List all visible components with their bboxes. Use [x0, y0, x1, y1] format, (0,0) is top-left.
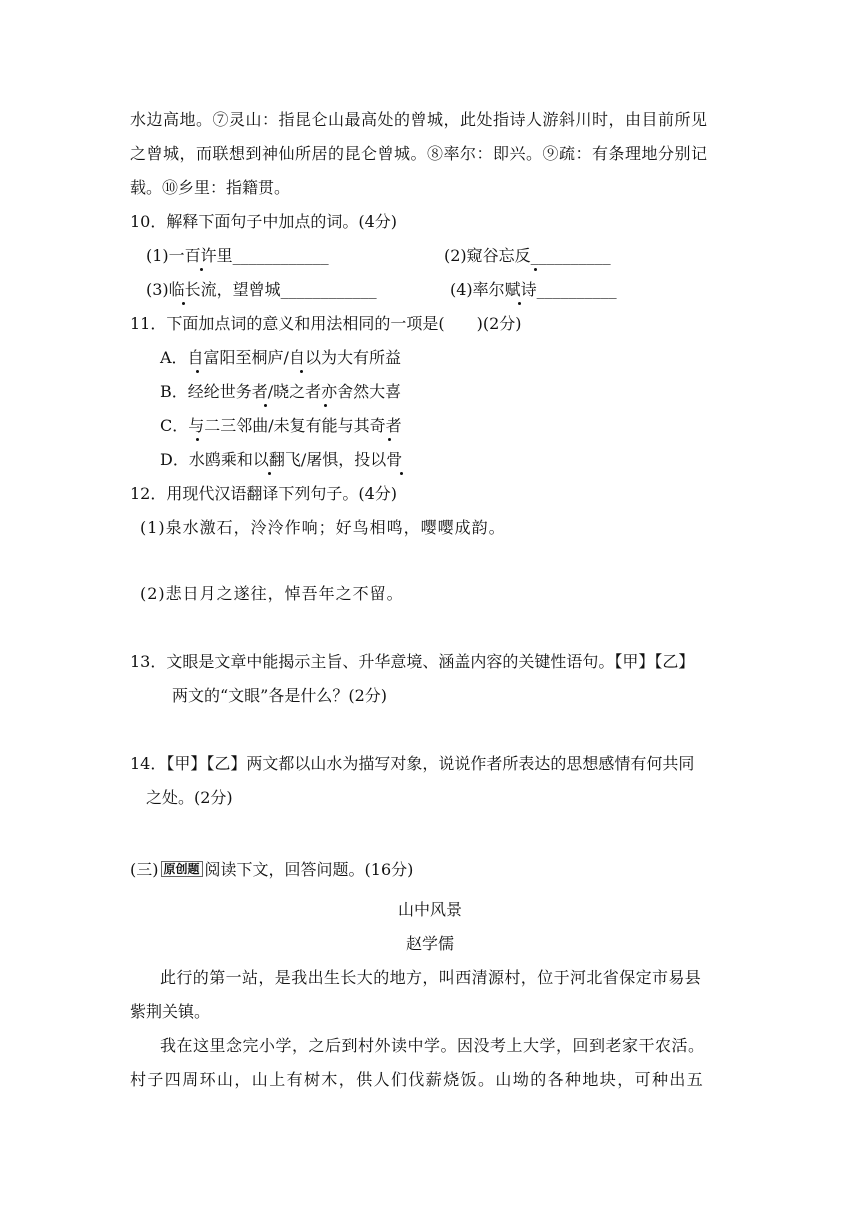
q12-sentence-1: (1)泉水激石，泠泠作响；好鸟相鸣，嘤嘤成韵。: [140, 518, 506, 537]
q12-stem: 12．用现代汉语翻译下列句子。(4分): [130, 484, 398, 503]
q10-stem: 10．解释下面句子中加点的词。(4分): [130, 212, 398, 231]
emphasis-dot: [176, 280, 190, 300]
q11-option-c: [160, 416, 402, 436]
q13-line-1: 13．文眼是文章中能揭示主旨、升华意境、涵盖内容的关键性语句。【甲】【乙】: [130, 652, 695, 671]
q10-item-3-text: (3)临长流，望曾城____________: [146, 280, 377, 299]
q13-line-2: 两文的“文眼”各是什么？(2分): [172, 686, 388, 705]
emphasis-dot: [258, 382, 272, 402]
article-paragraph-1-line-2: 紫荆关镇。: [130, 1002, 211, 1021]
emphasis-dot: [512, 280, 526, 300]
emphasis-dot: [194, 246, 208, 266]
emphasis-dot: [262, 450, 276, 470]
article-paragraph-2: 我在这里念完小学，之后到村外读中学。因没考上大学，回到老家干农活。: [160, 1036, 705, 1055]
q11-option-b-text: B．经纶世务者/晓之者亦舍然大喜: [160, 382, 402, 401]
section-3-heading: [130, 860, 413, 880]
note-line-2: 之曾城，而联想到神仙所居的昆仑曾城。⑧率尔：即兴。⑨疏：有条理地分别记: [130, 144, 708, 163]
emphasis-dot: [294, 348, 308, 368]
article-author: 赵学儒: [405, 934, 454, 953]
note-line-1: 水边高地。⑦灵山：指昆仑山最高处的曾城，此处指诗人游斜川时，由目前所见: [130, 110, 708, 129]
q12-sentence-2: (2)悲日月之遂往，悼吾年之不留。: [140, 584, 404, 603]
q11-option-d-text: D．水鸥乘和以翻飞/屠惧，投以骨: [160, 450, 403, 469]
q10-item-3: [146, 280, 377, 300]
q11-option-d: [160, 450, 402, 470]
article-paragraph-3: 村子四周环山，山上有树木，供人们伐薪烧饭。山坳的各种地块，可种出五: [130, 1070, 705, 1089]
emphasis-dot: [190, 416, 204, 436]
q14-line-2: 之处。(2分): [146, 788, 233, 807]
q10-item-4-text: (4)率尔赋诗__________: [450, 280, 617, 299]
article-title: 山中风景: [397, 900, 462, 919]
q10-item-2: [444, 246, 611, 266]
q10-item-1: [146, 246, 329, 266]
q11-option-b: [160, 382, 401, 402]
q11-option-a: [160, 348, 401, 368]
section-3-text: 阅读下文，回答问题。(16分): [204, 860, 414, 879]
q11-option-a-text: A．自富阳至桐庐/自以为大有所益: [160, 348, 401, 367]
emphasis-dot: [318, 382, 332, 402]
q10-item-4: [450, 280, 617, 300]
q11-stem: 11．下面加点词的意义和用法相同的一项是( )(2分): [130, 314, 522, 333]
emphasis-dot: [190, 348, 204, 368]
emphasis-dot: [394, 450, 408, 470]
q11-option-c-text: C．与二三邻曲/未复有能与其奇者: [160, 416, 402, 435]
q10-item-1-text: (1)一百许里____________: [146, 246, 329, 265]
q14-line-1: 14．【甲】【乙】两文都以山水为描写对象，说说作者所表达的思想感情有何共同: [130, 754, 695, 773]
emphasis-dot: [528, 246, 542, 266]
section-3-prefix: (三): [130, 860, 159, 879]
note-line-3: 载。⑩乡里：指籍贯。: [130, 178, 291, 197]
article-paragraph-1-line-1: 此行的第一站，是我出生长大的地方，叫西清源村，位于河北省保定市易县: [160, 968, 702, 987]
emphasis-dot: [382, 416, 396, 436]
q10-item-2-text: (2)窥谷忘反__________: [444, 246, 611, 265]
original-question-badge: 原创题: [161, 861, 203, 877]
